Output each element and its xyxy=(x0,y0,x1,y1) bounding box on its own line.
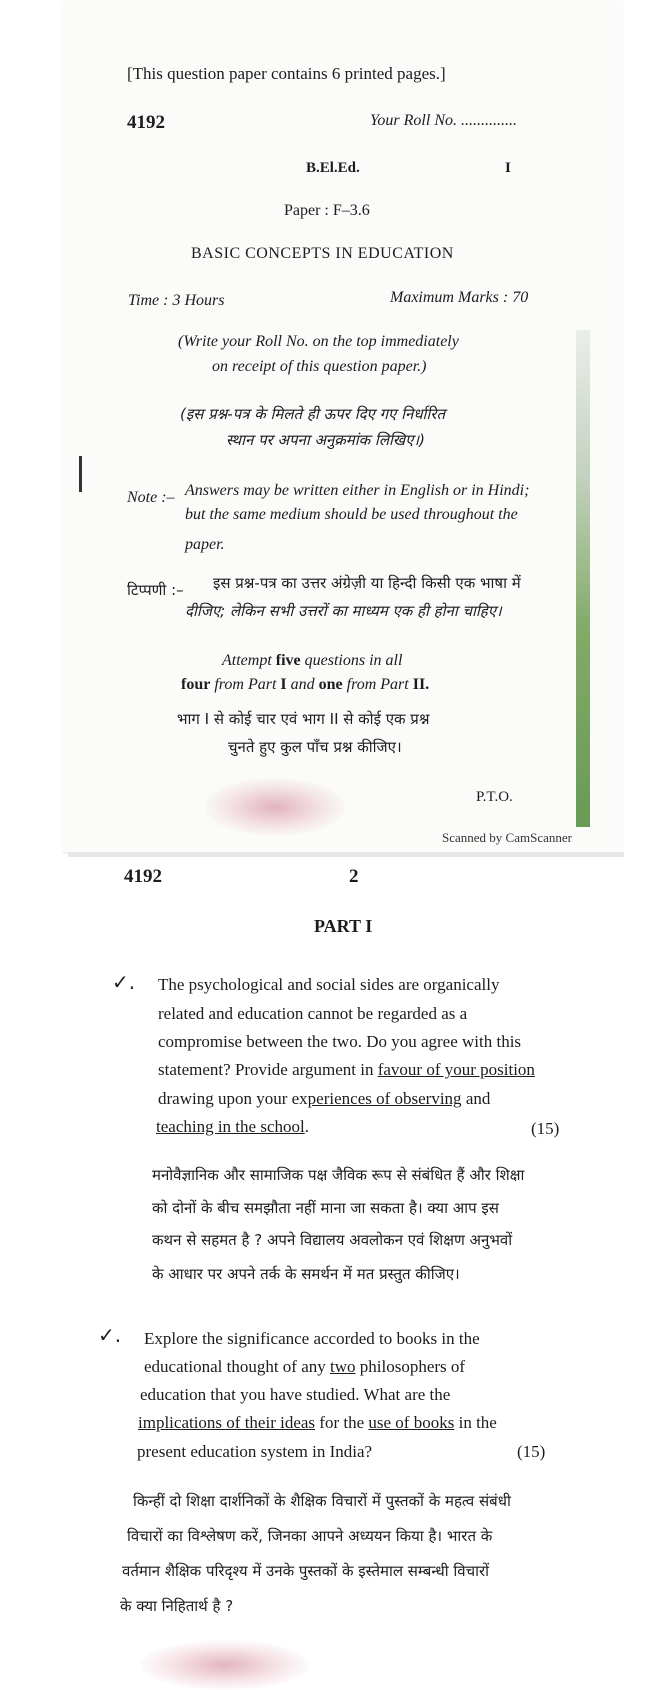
q2-line3: education that you have studied. What are the xyxy=(140,1385,451,1404)
q2-line1: Explore the significance accorded to books in the xyxy=(144,1329,480,1348)
tippani-label: टिप्पणी :– xyxy=(127,581,184,599)
q1-hindi-line2: को दोनों के बीच समझौता नहीं माना जा सकता है। क्या आप इस xyxy=(152,1199,499,1217)
q1-line4: statement? Provide argument in favour of your position xyxy=(158,1060,535,1079)
margin-bracket-mark xyxy=(79,456,82,492)
semester-roman: I xyxy=(505,160,511,176)
q1-hindi-line4: के आधार पर अपने तर्क के समर्थन में मत प्रस्तुत कीजिए। xyxy=(152,1265,460,1283)
q2-line4: implications of their ideas for the use of books in the xyxy=(138,1413,497,1432)
scanner-watermark: Scanned by CamScanner xyxy=(442,830,572,845)
pto-label: P.T.O. xyxy=(476,789,513,805)
paper-code: 4192 xyxy=(127,112,165,133)
q2-tick-mark: ✓. xyxy=(98,1323,122,1347)
note-line2: but the same medium should be used throughout the xyxy=(185,506,518,523)
course-name: B.El.Ed. xyxy=(306,160,360,176)
q2-hindi-line4: के क्या निहितार्थ है ? xyxy=(120,1597,234,1615)
paper-title: BASIC CONCEPTS IN EDUCATION xyxy=(191,245,454,262)
tippani-line2: दीजिए; लेकिन सभी उत्तरों का माध्यम एक ही होना चाहिए। xyxy=(185,602,502,620)
instruction-hi-line1: (इस प्रश्न-पत्र के मिलते ही ऊपर दिए गए निर्धारित xyxy=(180,405,446,423)
note-line3: paper. xyxy=(185,536,225,553)
instruction-en-line2: on receipt of this question paper.) xyxy=(212,358,427,375)
q1-line2: related and education cannot be regarded as a xyxy=(158,1004,468,1023)
roll-no-label: Your Roll No. .............. xyxy=(370,112,517,129)
q2-line5: present education system in India? xyxy=(137,1442,373,1461)
attempt-hi-line1: भाग I से कोई चार एवं भाग II से कोई एक प्रश्न xyxy=(177,710,430,728)
note-label: Note :– xyxy=(127,489,175,506)
pink-smudge xyxy=(205,778,345,836)
part-heading: PART I xyxy=(314,916,373,936)
tippani-line1: इस प्रश्न-पत्र का उत्तर अंग्रेज़ी या हिन्दी किसी एक भाषा में xyxy=(213,574,521,592)
q1-hindi-line1: मनोवैज्ञानिक और सामाजिक पक्ष जैविक रूप से संबंधित हैं और शिक्षा xyxy=(152,1166,525,1184)
pages-note: [This question paper contains 6 printed pages.] xyxy=(127,64,446,83)
q1-line1: The psychological and social sides are organically xyxy=(158,975,500,994)
page2-paper-code: 4192 xyxy=(124,866,162,887)
page-number: 2 xyxy=(349,866,359,887)
q2-hindi-line2: विचारों का विश्लेषण करें, जिनका आपने अध्ययन किया है। भारत के xyxy=(127,1527,493,1545)
q2-hindi-line1: किन्हीं दो शिक्षा दार्शनिकों के शैक्षिक विचारों में पुस्तकों के महत्व संबंधी xyxy=(133,1492,511,1510)
time-allowed: Time : 3 Hours xyxy=(128,292,225,309)
attempt-line1: Attempt five questions in all xyxy=(222,652,403,669)
paper-number: Paper : F–3.6 xyxy=(284,202,370,219)
instruction-hi-line2: स्थान पर अपना अनुक्रमांक लिखिए।) xyxy=(226,431,425,449)
attempt-hi-line2: चुनते हुए कुल पाँच प्रश्न कीजिए। xyxy=(228,738,402,756)
max-marks: Maximum Marks : 70 xyxy=(390,289,529,306)
q2-line2: educational thought of any two philosophers of xyxy=(144,1357,466,1376)
q1-line3: compromise between the two. Do you agree with this xyxy=(158,1032,522,1051)
q1-line6: teaching in the school. xyxy=(156,1117,309,1136)
note-line1: Answers may be written either in English or in Hindi; xyxy=(185,482,530,499)
q2-hindi-line3: वर्तमान शैक्षिक परिदृश्य में उनके पुस्तकों के इस्तेमाल सम्बन्धी विचारों xyxy=(122,1562,490,1580)
q1-tick-mark: ✓. xyxy=(112,970,136,994)
q1-hindi-line3: कथन से सहमत है ? अपने विद्यालय अवलोकन एवं शिक्षण अनुभवों xyxy=(152,1231,513,1249)
green-edge-strip xyxy=(576,330,590,827)
q2-marks: (15) xyxy=(517,1442,546,1461)
page-divider xyxy=(68,852,624,857)
attempt-line2: four from Part I and one from Part II. xyxy=(181,676,430,693)
pink-smudge xyxy=(140,1640,310,1690)
q1-line5: drawing upon your experiences of observing and xyxy=(158,1089,491,1108)
q1-marks: (15) xyxy=(531,1119,560,1138)
instruction-en-line1: (Write your Roll No. on the top immediately xyxy=(178,333,459,350)
